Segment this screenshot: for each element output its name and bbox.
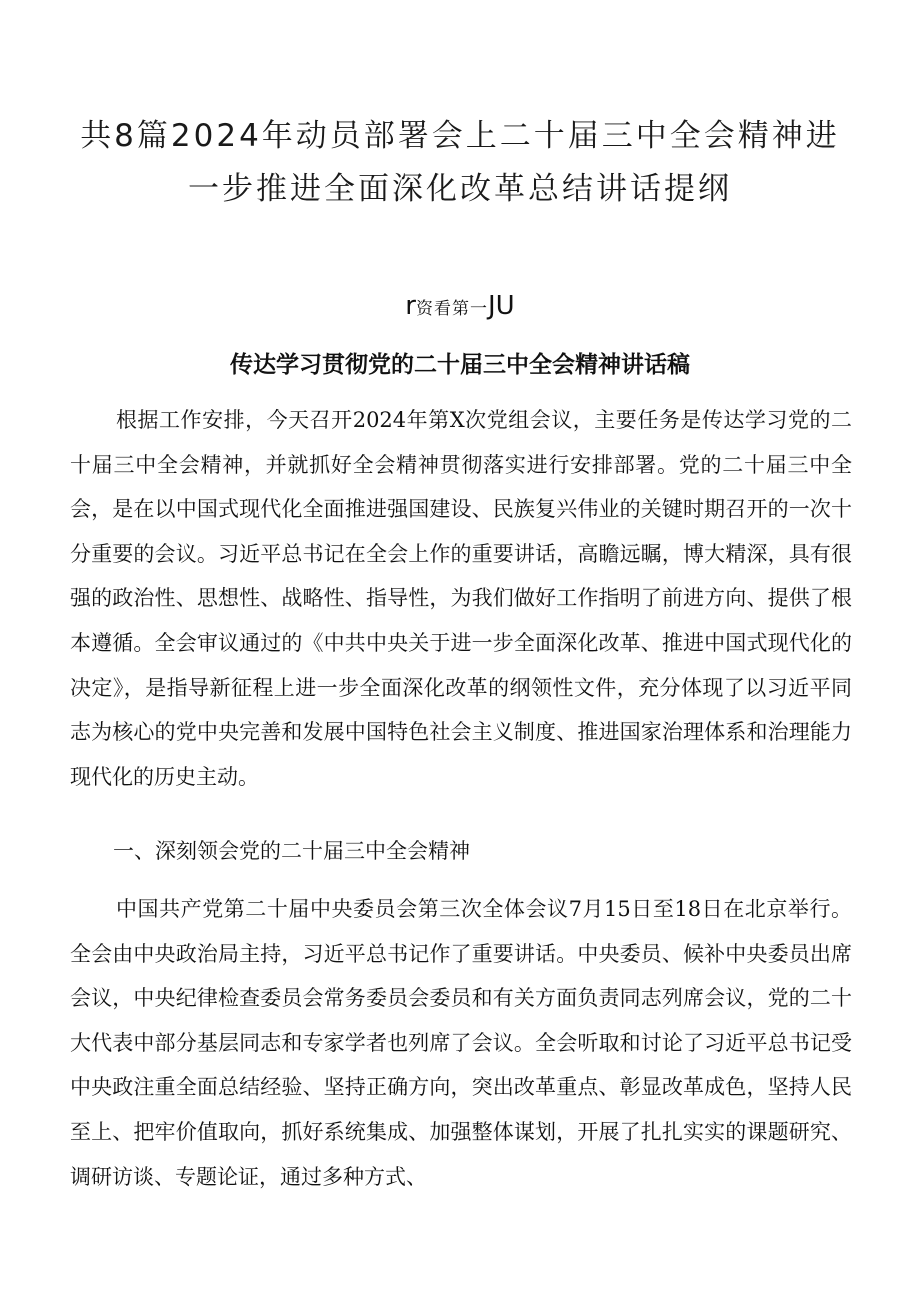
document-title-line-2: 一步推进全面深化改革总结讲话提纲 xyxy=(188,171,732,207)
document-title-line-1: 共8篇2024年动员部署会上二十届三中全会精神进 xyxy=(80,118,840,154)
article-title: 传达学习贯彻党的二十届三中全会精神讲话稿 xyxy=(230,352,690,378)
body-paragraph-2: 中国共产党第二十届中央委员会第三次全体会议7月15日至18日在北京举行。全会由中央政治局主持，习近平总书记作了重要讲话。中央委员、候补中央委员出席会议，中央纪律检查委员会常务委员会委员和有关方面负责同志列席会议，党的二十大代表中部分基层同志和专家学者也列席了会议。全会听取和讨论了习近平总书记受中央政注重全面总结经验、坚持正确方向，突出改革重点、彰显改革成色，坚持人民至上、把牢价值取向，抓好系统集成、加强整体谋划，开展了扎扎实实的课题研究、调研访谈、专题论证，通过多种方式、 xyxy=(70,897,852,1189)
article-marker-suffix: JU xyxy=(488,291,515,321)
article-marker xyxy=(300,286,620,329)
section-heading-1: 一、深刻领会党的二十届三中全会精神 xyxy=(113,839,470,863)
body-paragraph-1: 根据工作安排，今天召开2024年第X次党组会议，主要任务是传达学习党的二十届三中全会精神，并就抓好全会精神贯彻落实进行安排部署。党的二十届三中全会，是在以中国式现代化全面推进强国建设、民族复兴伟业的关键时期召开的一次十分重要的会议。习近平总书记在全会上作的重要讲话，高瞻远瞩，博大精深，具有很强的政治性、思想性、战略性、指导性，为我们做好工作指明了前进方向、提供了根本遵循。全会审议通过的《中共中央关于进一步全面深化改革、推进中国式现代化的决定》，是指导新征程上进一步全面深化改革的纲领性文件，充分体现了以习近平同志为核心的党中央完善和发展中国特色社会主义制度、推进国家治理体系和治理能力现代化的历史主动。 xyxy=(70,408,852,789)
article-marker-prefix: r xyxy=(405,291,416,321)
article-marker-middle: 资看第一 xyxy=(416,299,488,319)
